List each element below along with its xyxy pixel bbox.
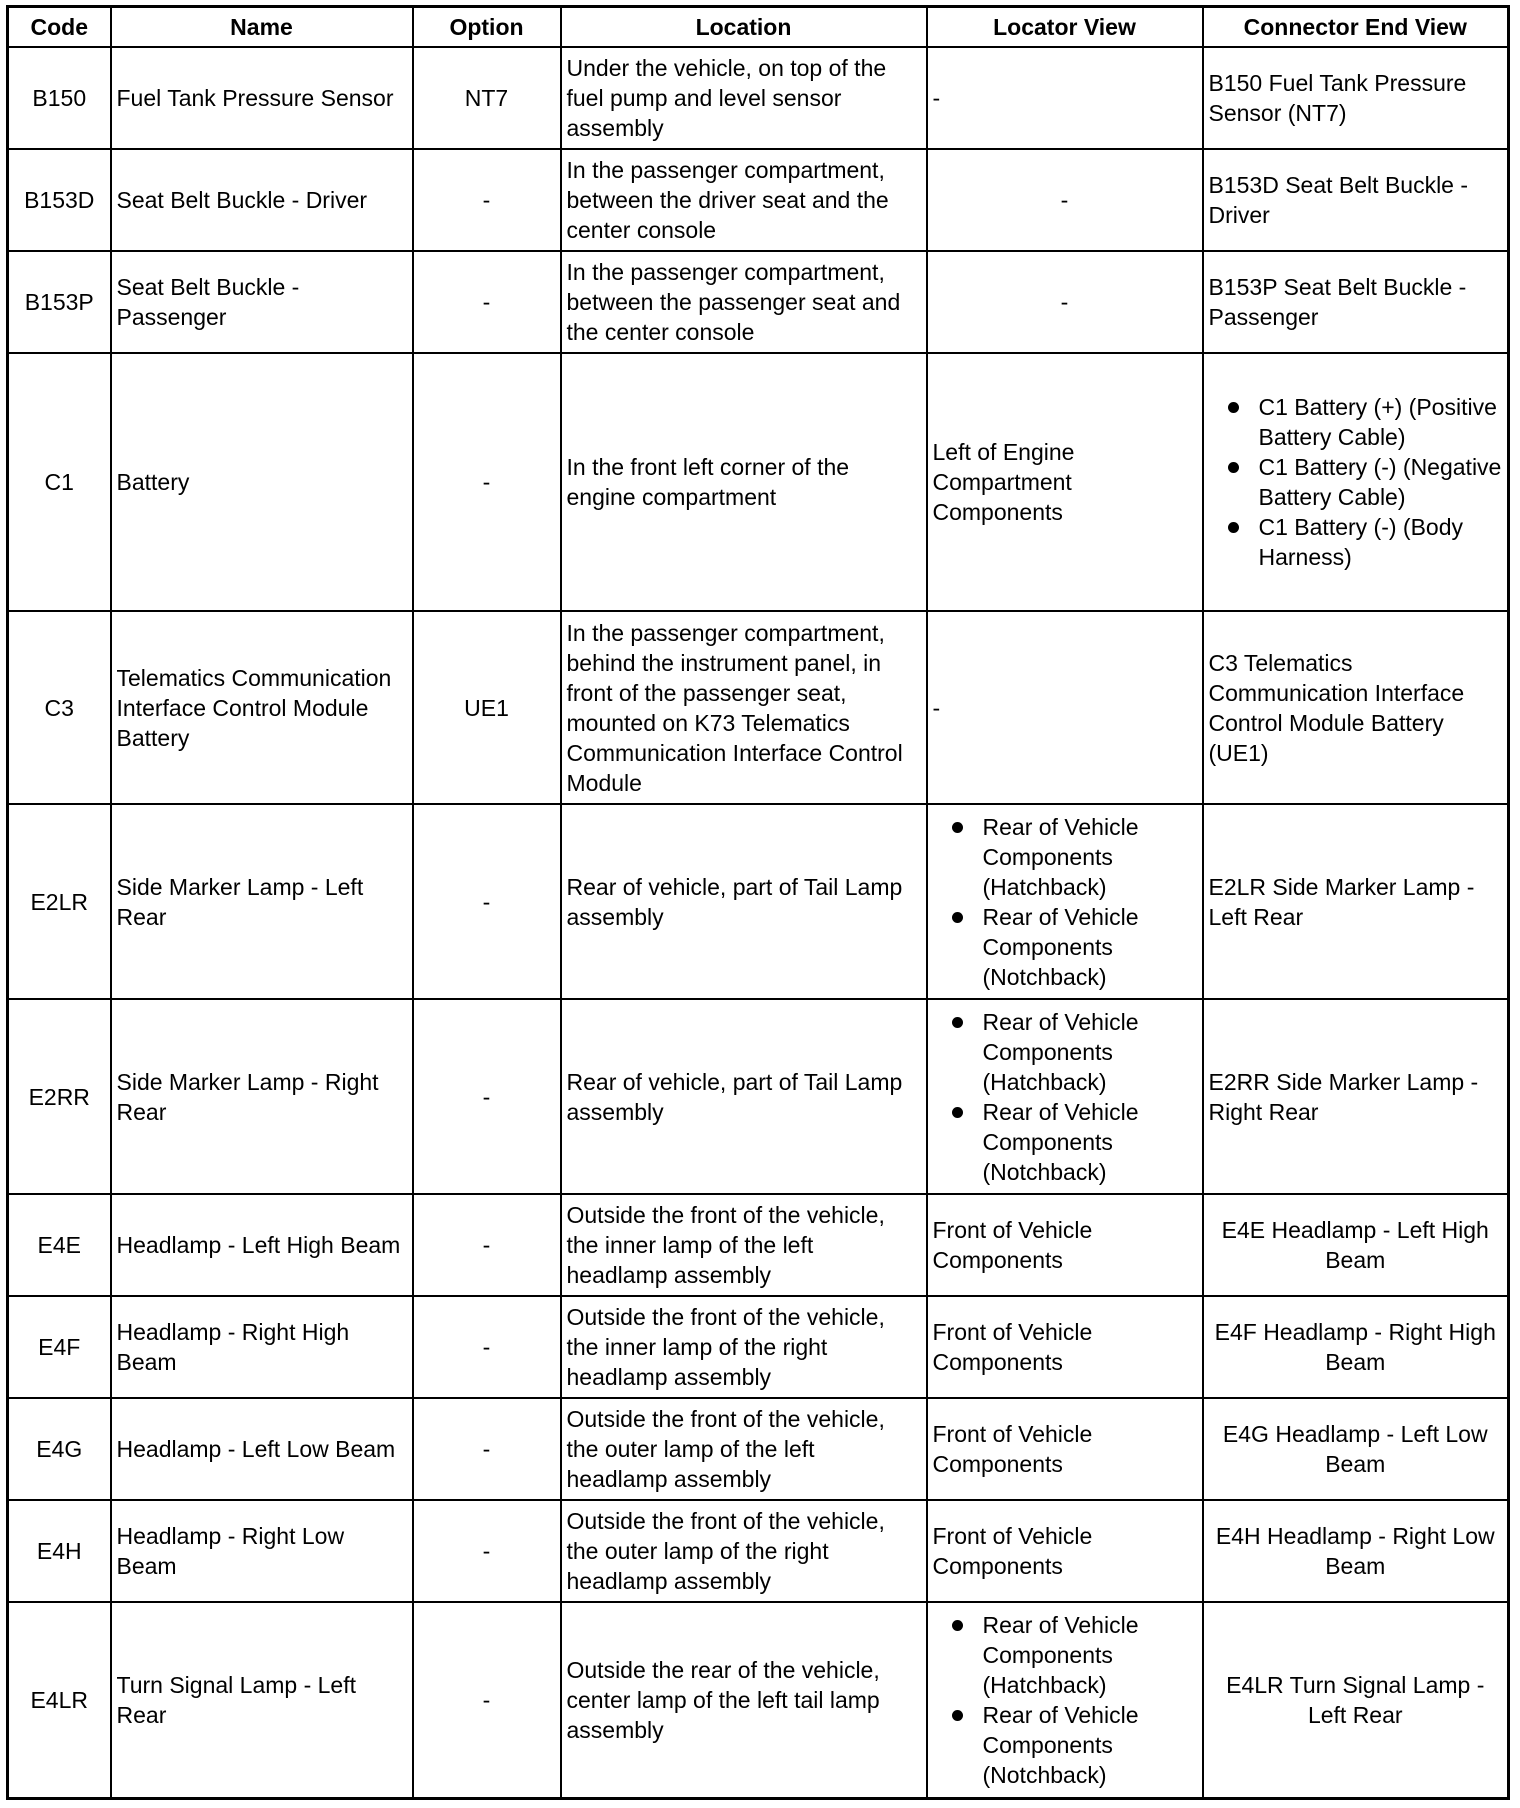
cell-option: NT7 xyxy=(413,47,561,149)
cell-location: In the passenger compartment, behind the instrument panel, in front of the passenger seat, mounted on K73 Telematics Communication Interface Control Module xyxy=(561,611,927,804)
header-name: Name xyxy=(111,7,413,48)
cell-location: Outside the front of the vehicle, the inner lamp of the left headlamp assembly xyxy=(561,1194,927,1296)
locator-view-item: Rear of Vehicle Components (Notchback) xyxy=(933,902,1197,992)
table-row xyxy=(8,1398,1509,1500)
table-row xyxy=(8,1296,1509,1398)
cell-name: Turn Signal Lamp - Left Rear xyxy=(111,1602,413,1798)
cell-connector-end-view: B153D Seat Belt Buckle - Driver xyxy=(1203,149,1509,251)
cell-name: Side Marker Lamp - Left Rear xyxy=(111,804,413,999)
cell-option: - xyxy=(413,1398,561,1500)
cell-code: E4E xyxy=(8,1194,111,1296)
table-row xyxy=(8,611,1509,804)
cell-locator-view xyxy=(927,1602,1203,1798)
cell-name: Headlamp - Left High Beam xyxy=(111,1194,413,1296)
locator-view-list xyxy=(933,1610,1197,1790)
cell-name: Seat Belt Buckle - Passenger xyxy=(111,251,413,353)
cell-name: Telematics Communication Interface Control Module Battery xyxy=(111,611,413,804)
cell-option: - xyxy=(413,149,561,251)
header-option: Option xyxy=(413,7,561,48)
cell-code: B153P xyxy=(8,251,111,353)
cell-option: - xyxy=(413,999,561,1194)
cell-option: - xyxy=(413,1500,561,1602)
connector-end-view-list xyxy=(1209,392,1503,572)
cell-locator-view: Front of Vehicle Components xyxy=(927,1500,1203,1602)
table-row xyxy=(8,804,1509,999)
locator-view-list xyxy=(933,812,1197,992)
cell-code: E2LR xyxy=(8,804,111,999)
locator-view-item: Rear of Vehicle Components (Hatchback) xyxy=(933,812,1197,902)
cell-locator-view: - xyxy=(927,251,1203,353)
cell-locator-view: Front of Vehicle Components xyxy=(927,1398,1203,1500)
cell-location: Rear of vehicle, part of Tail Lamp assembly xyxy=(561,999,927,1194)
cell-name: Headlamp - Right High Beam xyxy=(111,1296,413,1398)
locator-view-item: Rear of Vehicle Components (Hatchback) xyxy=(933,1007,1197,1097)
cell-connector-end-view: E4H Headlamp - Right Low Beam xyxy=(1203,1500,1509,1602)
cell-locator-view: Front of Vehicle Components xyxy=(927,1194,1203,1296)
cell-connector-end-view: E2LR Side Marker Lamp - Left Rear xyxy=(1203,804,1509,999)
cell-locator-view xyxy=(927,804,1203,999)
cell-connector-end-view: B153P Seat Belt Buckle - Passenger xyxy=(1203,251,1509,353)
cell-locator-view: - xyxy=(927,611,1203,804)
cell-locator-view: Left of Engine Compartment Components xyxy=(927,353,1203,611)
table-row xyxy=(8,999,1509,1194)
locator-view-item: Rear of Vehicle Components (Hatchback) xyxy=(933,1610,1197,1700)
cell-option: - xyxy=(413,251,561,353)
cell-location: Rear of vehicle, part of Tail Lamp assembly xyxy=(561,804,927,999)
cell-code: E4LR xyxy=(8,1602,111,1798)
table-row xyxy=(8,251,1509,353)
component-locator-table xyxy=(6,5,1510,1800)
cell-code: C3 xyxy=(8,611,111,804)
cell-code: E4H xyxy=(8,1500,111,1602)
table-row xyxy=(8,353,1509,611)
cell-option: - xyxy=(413,1194,561,1296)
cell-locator-view: - xyxy=(927,47,1203,149)
cell-option: - xyxy=(413,353,561,611)
cell-name: Seat Belt Buckle - Driver xyxy=(111,149,413,251)
cell-name: Fuel Tank Pressure Sensor xyxy=(111,47,413,149)
cell-location: Under the vehicle, on top of the fuel pump and level sensor assembly xyxy=(561,47,927,149)
cell-connector-end-view: E4G Headlamp - Left Low Beam xyxy=(1203,1398,1509,1500)
cell-location: In the front left corner of the engine compartment xyxy=(561,353,927,611)
cell-connector-end-view: B150 Fuel Tank Pressure Sensor (NT7) xyxy=(1203,47,1509,149)
cell-locator-view: - xyxy=(927,149,1203,251)
table-body xyxy=(8,47,1509,1799)
cell-connector-end-view xyxy=(1203,353,1509,611)
cell-option: - xyxy=(413,1602,561,1798)
cell-locator-view xyxy=(927,999,1203,1194)
table-row xyxy=(8,1194,1509,1296)
cell-option: UE1 xyxy=(413,611,561,804)
connector-end-view-item: C1 Battery (-) (Negative Battery Cable) xyxy=(1209,452,1503,512)
table-row xyxy=(8,47,1509,149)
cell-name: Side Marker Lamp - Right Rear xyxy=(111,999,413,1194)
cell-location: Outside the front of the vehicle, the outer lamp of the right headlamp assembly xyxy=(561,1500,927,1602)
table-row xyxy=(8,1500,1509,1602)
cell-location: Outside the rear of the vehicle, center lamp of the left tail lamp assembly xyxy=(561,1602,927,1798)
cell-code: E4F xyxy=(8,1296,111,1398)
cell-connector-end-view: E2RR Side Marker Lamp - Right Rear xyxy=(1203,999,1509,1194)
cell-connector-end-view: E4LR Turn Signal Lamp - Left Rear xyxy=(1203,1602,1509,1798)
cell-code: E4G xyxy=(8,1398,111,1500)
locator-view-item: Rear of Vehicle Components (Notchback) xyxy=(933,1097,1197,1187)
cell-location: In the passenger compartment, between the passenger seat and the center console xyxy=(561,251,927,353)
table-row xyxy=(8,149,1509,251)
locator-view-item: Rear of Vehicle Components (Notchback) xyxy=(933,1700,1197,1790)
cell-connector-end-view: C3 Telematics Communication Interface Control Module Battery (UE1) xyxy=(1203,611,1509,804)
cell-code: B153D xyxy=(8,149,111,251)
cell-location: Outside the front of the vehicle, the outer lamp of the left headlamp assembly xyxy=(561,1398,927,1500)
cell-name: Headlamp - Right Low Beam xyxy=(111,1500,413,1602)
header-code: Code xyxy=(8,7,111,48)
cell-code: E2RR xyxy=(8,999,111,1194)
cell-option: - xyxy=(413,1296,561,1398)
connector-end-view-item: C1 Battery (-) (Body Harness) xyxy=(1209,512,1503,572)
cell-locator-view: Front of Vehicle Components xyxy=(927,1296,1203,1398)
table-row xyxy=(8,1602,1509,1798)
cell-code: B150 xyxy=(8,47,111,149)
cell-name: Headlamp - Left Low Beam xyxy=(111,1398,413,1500)
header-location: Location xyxy=(561,7,927,48)
cell-connector-end-view: E4E Headlamp - Left High Beam xyxy=(1203,1194,1509,1296)
cell-location: In the passenger compartment, between the driver seat and the center console xyxy=(561,149,927,251)
locator-view-list xyxy=(933,1007,1197,1187)
connector-end-view-item: C1 Battery (+) (Positive Battery Cable) xyxy=(1209,392,1503,452)
header-row xyxy=(8,7,1509,48)
cell-name: Battery xyxy=(111,353,413,611)
header-locator-view: Locator View xyxy=(927,7,1203,48)
cell-location: Outside the front of the vehicle, the inner lamp of the right headlamp assembly xyxy=(561,1296,927,1398)
cell-code: C1 xyxy=(8,353,111,611)
cell-option: - xyxy=(413,804,561,999)
header-connector-end-view: Connector End View xyxy=(1203,7,1509,48)
cell-connector-end-view: E4F Headlamp - Right High Beam xyxy=(1203,1296,1509,1398)
